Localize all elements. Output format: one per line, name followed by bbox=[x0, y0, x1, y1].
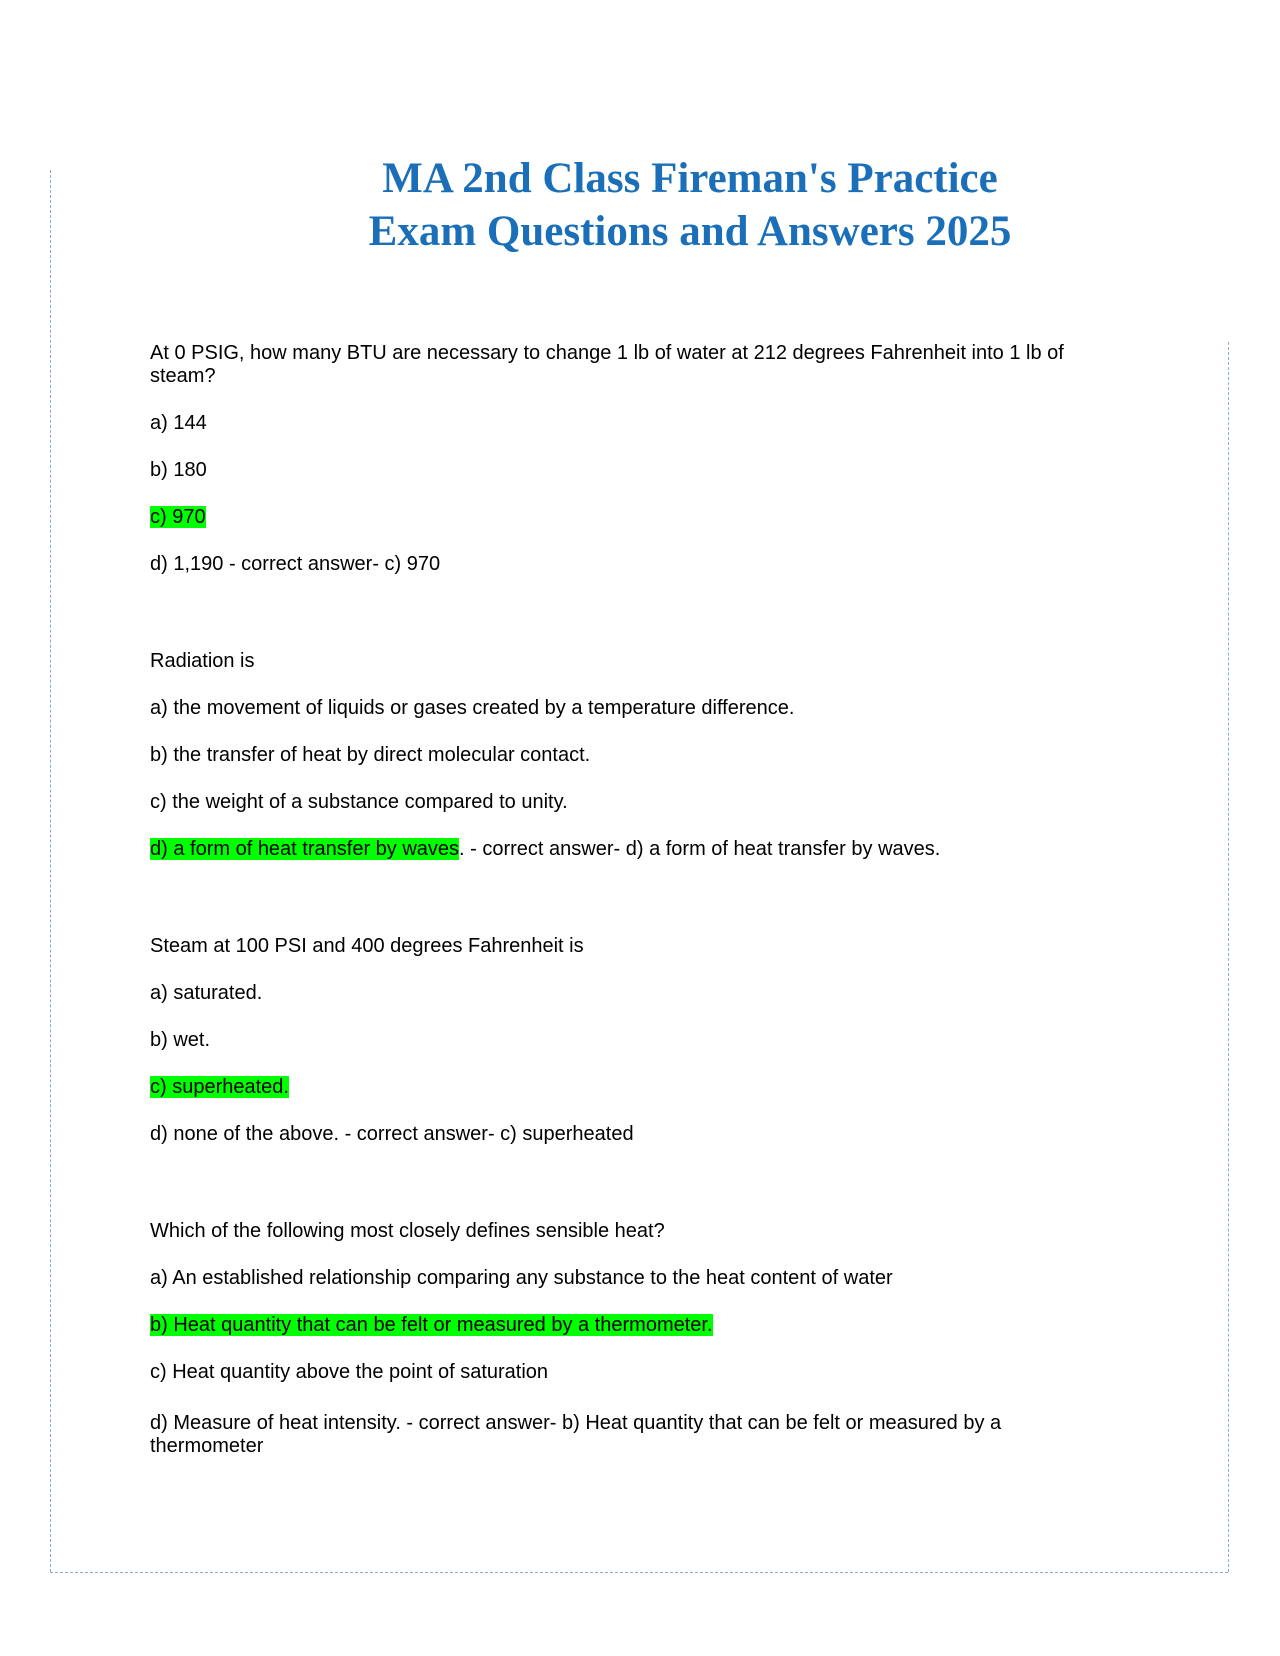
answer-option: c) the weight of a substance compared to unity. bbox=[150, 791, 568, 813]
answer-option: a) 144 bbox=[150, 412, 207, 434]
page-border-left bbox=[50, 170, 51, 1572]
document-title bbox=[250, 152, 1130, 258]
question-text: Steam at 100 PSI and 400 degrees Fahrenheit is bbox=[150, 935, 584, 957]
answer-option-with-key: d) none of the above. - correct answer- c) superheated bbox=[150, 1123, 634, 1145]
answer-option: b) the transfer of heat by direct molecular contact. bbox=[150, 744, 591, 766]
question-block-3 bbox=[150, 935, 1110, 1146]
document-body bbox=[150, 342, 1110, 1458]
highlighted-answer-option: c) 970 bbox=[150, 506, 206, 528]
question-text: Radiation is bbox=[150, 650, 255, 672]
answer-option-with-key: d) 1,190 - correct answer- c) 970 bbox=[150, 553, 441, 575]
page-border-bottom bbox=[50, 1572, 1228, 1573]
title-line-1: MA 2nd Class Fireman's Practice bbox=[382, 155, 998, 202]
answer-option: b) 180 bbox=[150, 459, 207, 481]
answer-option: a) An established relationship comparing any substance to the heat content of water bbox=[150, 1267, 893, 1289]
answer-option: c) Heat quantity above the point of saturation bbox=[150, 1361, 549, 1383]
title-line-2: Exam Questions and Answers 2025 bbox=[368, 208, 1012, 255]
answer-key-text: . - correct answer- d) a form of heat transfer by waves. bbox=[459, 838, 941, 860]
answer-option: a) the movement of liquids or gases created by a temperature difference. bbox=[150, 697, 795, 719]
page-border-right bbox=[1228, 342, 1229, 1572]
question-block-2 bbox=[150, 650, 1110, 861]
answer-option: b) wet. bbox=[150, 1029, 211, 1051]
highlighted-answer-option: c) superheated. bbox=[150, 1076, 289, 1098]
question-text: Which of the following most closely defines sensible heat? bbox=[150, 1220, 665, 1242]
question-text: At 0 PSIG, how many BTU are necessary to change 1 lb of water at 212 degrees Fahrenheit into 1 lb of steam? bbox=[150, 342, 1064, 387]
highlighted-answer-option: b) Heat quantity that can be felt or measured by a thermometer. bbox=[150, 1314, 713, 1336]
question-block-4 bbox=[150, 1220, 1110, 1458]
answer-option-with-key bbox=[150, 838, 1110, 861]
question-block-1 bbox=[150, 342, 1110, 576]
answer-option: a) saturated. bbox=[150, 982, 263, 1004]
highlighted-answer-option: d) a form of heat transfer by waves bbox=[150, 838, 460, 860]
answer-option-with-key: d) Measure of heat intensity. - correct answer- b) Heat quantity that can be felt or measured by a thermometer bbox=[150, 1412, 1002, 1457]
